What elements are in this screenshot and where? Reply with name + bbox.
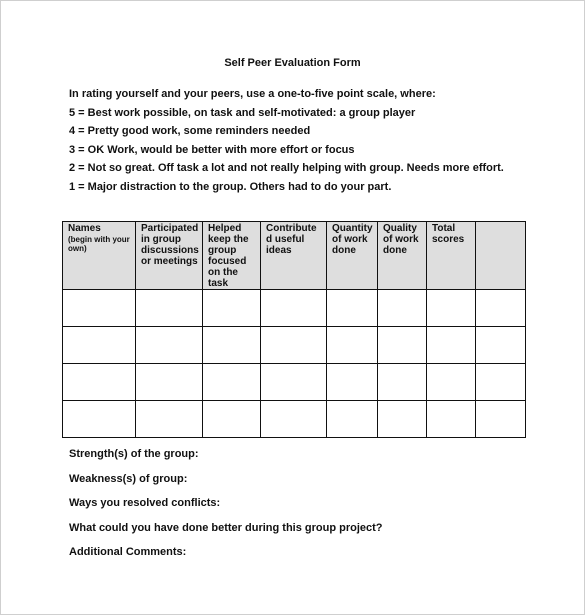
helped-focus-cell[interactable] — [203, 290, 261, 327]
quantity-cell[interactable] — [327, 401, 378, 438]
total-score-cell[interactable] — [427, 290, 476, 327]
rating-3-description: 3 = OK Work, would be better with more effort or focus — [69, 143, 355, 156]
table-header-row — [63, 222, 526, 290]
quantity-cell[interactable] — [327, 364, 378, 401]
rating-4-description: 4 = Pretty good work, some reminders needed — [69, 125, 311, 137]
helped-focus-cell[interactable] — [203, 401, 261, 438]
table-row — [63, 364, 526, 401]
participated-cell[interactable] — [136, 327, 203, 364]
quantity-cell[interactable] — [327, 327, 378, 364]
helped-focus-cell[interactable] — [203, 327, 261, 364]
extra-cell[interactable] — [476, 401, 526, 438]
rating-instructions — [69, 85, 539, 196]
table-row — [63, 327, 526, 364]
header-names-note: (begin with your own) — [68, 235, 130, 253]
extra-cell[interactable] — [476, 364, 526, 401]
rating-2-description: 2 = Not so great. Off task a lot and not really helping with group. Needs more effort. — [69, 162, 504, 174]
quantity-cell[interactable] — [327, 290, 378, 327]
quality-cell[interactable] — [378, 327, 427, 364]
extra-cell[interactable] — [476, 290, 526, 327]
helped-focus-cell[interactable] — [203, 364, 261, 401]
contributed-ideas-cell[interactable] — [261, 290, 327, 327]
table-row — [63, 401, 526, 438]
header-participated: Participated in group discussions or meetings — [136, 222, 203, 290]
contributed-ideas-cell[interactable] — [261, 364, 327, 401]
participated-cell[interactable] — [136, 401, 203, 438]
total-score-cell[interactable] — [427, 401, 476, 438]
table-row — [63, 290, 526, 327]
total-score-cell[interactable] — [427, 327, 476, 364]
header-quality-of-work: Quality of work done — [378, 222, 427, 290]
participated-cell[interactable] — [136, 364, 203, 401]
quality-cell[interactable] — [378, 290, 427, 327]
instruction-line: In rating yourself and your peers, use a one-to-five point scale, where: — [69, 88, 436, 100]
rating-1-description: 1 = Major distraction to the group. Others had to do your part. — [69, 180, 392, 193]
name-cell[interactable] — [63, 401, 136, 438]
contributed-ideas-cell[interactable] — [261, 401, 327, 438]
header-contributed-ideas: Contribute d useful ideas — [261, 222, 327, 290]
header-helped-focus: Helped keep the group focused on the task — [203, 222, 261, 290]
group-questions — [69, 444, 539, 567]
question-improvements: What could you have done better during this group project? — [69, 521, 383, 534]
extra-cell[interactable] — [476, 327, 526, 364]
header-names — [63, 222, 136, 290]
name-cell[interactable] — [63, 290, 136, 327]
name-cell[interactable] — [63, 364, 136, 401]
rating-5-description: 5 = Best work possible, on task and self-motivated: a group player — [69, 106, 416, 119]
header-names-label: Names — [68, 223, 101, 234]
question-conflicts: Ways you resolved conflicts: — [69, 497, 221, 509]
total-score-cell[interactable] — [427, 364, 476, 401]
participated-cell[interactable] — [136, 290, 203, 327]
header-total-scores: Total scores — [427, 222, 476, 290]
contributed-ideas-cell[interactable] — [261, 327, 327, 364]
quality-cell[interactable] — [378, 364, 427, 401]
question-weaknesses: Weakness(s) of group: — [69, 472, 188, 485]
page-title: Self Peer Evaluation Form — [224, 57, 361, 69]
header-blank — [476, 222, 526, 290]
peer-evaluation-table — [62, 221, 526, 438]
quality-cell[interactable] — [378, 401, 427, 438]
header-quantity-of-work: Quantity of work done — [327, 222, 378, 290]
name-cell[interactable] — [63, 327, 136, 364]
question-additional-comments: Additional Comments: — [69, 546, 187, 558]
question-strengths: Strength(s) of the group: — [69, 448, 199, 460]
